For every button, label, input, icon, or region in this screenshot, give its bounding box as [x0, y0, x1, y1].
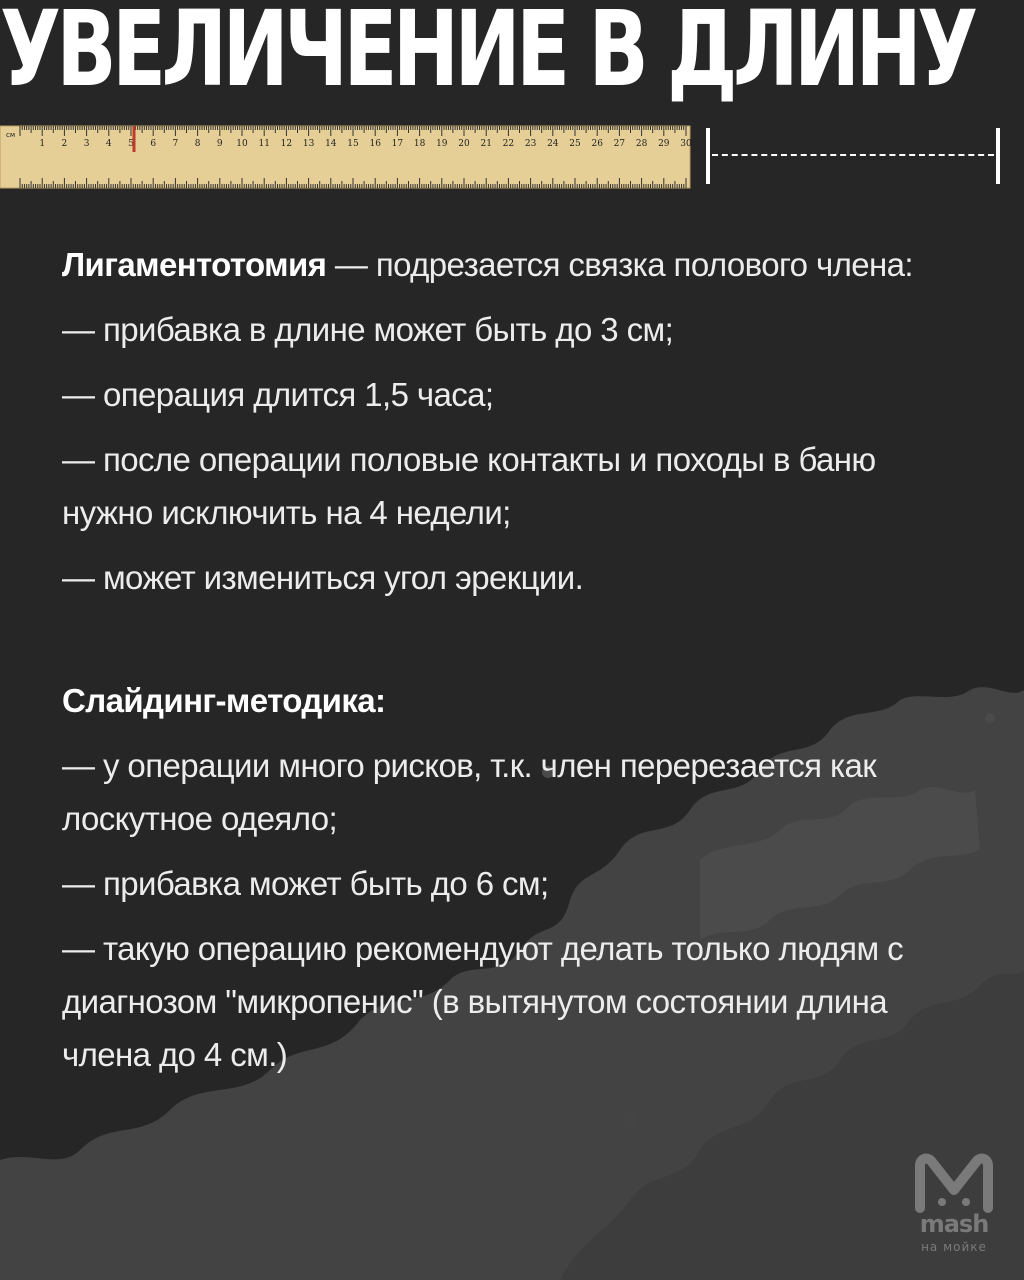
ruler-number: 22 [502, 139, 515, 149]
ruler-number: 14 [325, 139, 337, 149]
extension-bar-left [706, 128, 710, 184]
logo-brand: mash [919, 1210, 989, 1238]
ruler-number: 19 [436, 139, 448, 149]
extension-dashed-line [712, 154, 994, 156]
ruler-number: 12 [280, 139, 293, 149]
section1-item: — может измениться угол эрекции. [62, 559, 584, 596]
ruler-unit: см [6, 131, 16, 139]
section2-item: — прибавка может быть до 6 см; [62, 865, 549, 902]
ruler-number: 20 [458, 139, 470, 149]
ruler-number: 1 [39, 139, 46, 149]
ruler-number: 7 [172, 139, 179, 149]
ruler-number: 29 [658, 139, 670, 149]
ruler-number: 25 [569, 139, 581, 149]
ruler-number: 21 [480, 139, 492, 149]
logo-subtitle: на мойке [921, 1240, 987, 1254]
ruler-number: 10 [236, 139, 248, 149]
section1-heading: Лигаментотомия [62, 246, 327, 283]
section2-heading: Слайдинг-методика: [62, 682, 386, 719]
section2-item: — у операции много рисков, т.к. член перерезается как лоскутное одеяло; [62, 747, 877, 837]
ruler-number: 9 [216, 139, 223, 149]
section1-item: — после операции половые контакты и походы в баню нужно исключить на 4 недели; [62, 441, 876, 531]
ruler-number: 16 [369, 139, 381, 149]
ruler-number: 4 [105, 139, 112, 149]
section1-intro [62, 238, 942, 291]
ruler-illustration [0, 122, 1024, 192]
ruler-number: 8 [194, 139, 201, 149]
ruler-number: 13 [302, 139, 315, 149]
ruler-number: 27 [613, 139, 626, 149]
ruler-number: 26 [591, 139, 603, 149]
ruler-number: 3 [83, 139, 90, 149]
section2-item: — такую операцию рекомендуют делать только людям с диагнозом "микропенис" (в вытянутом состоянии длина члена до 4 см.) [62, 930, 904, 1073]
ruler-number: 11 [258, 139, 270, 149]
section1-item: — прибавка в длине может быть до 3 см; [62, 311, 674, 348]
ruler-number: 15 [347, 139, 359, 149]
ruler-number: 23 [524, 139, 537, 149]
ruler-number: 6 [150, 139, 157, 149]
ruler-number: 18 [413, 139, 426, 149]
ruler-number: 17 [391, 139, 404, 149]
ruler-icon [0, 122, 700, 192]
main-content [62, 238, 942, 1081]
ruler-number: 28 [635, 139, 648, 149]
section1-item: — операция длится 1,5 часа; [62, 376, 494, 413]
ruler-number: 30 [680, 139, 692, 149]
extension-bar-right [996, 128, 1000, 184]
ruler-number: 5 [128, 139, 134, 149]
ruler-number: 2 [61, 139, 68, 149]
ruler-number: 24 [547, 139, 559, 149]
section1-intro-text: — подрезается связка полового члена: [326, 246, 913, 283]
page-title: УВЕЛИЧЕНИЕ В ДЛИНУ [0, 0, 974, 110]
